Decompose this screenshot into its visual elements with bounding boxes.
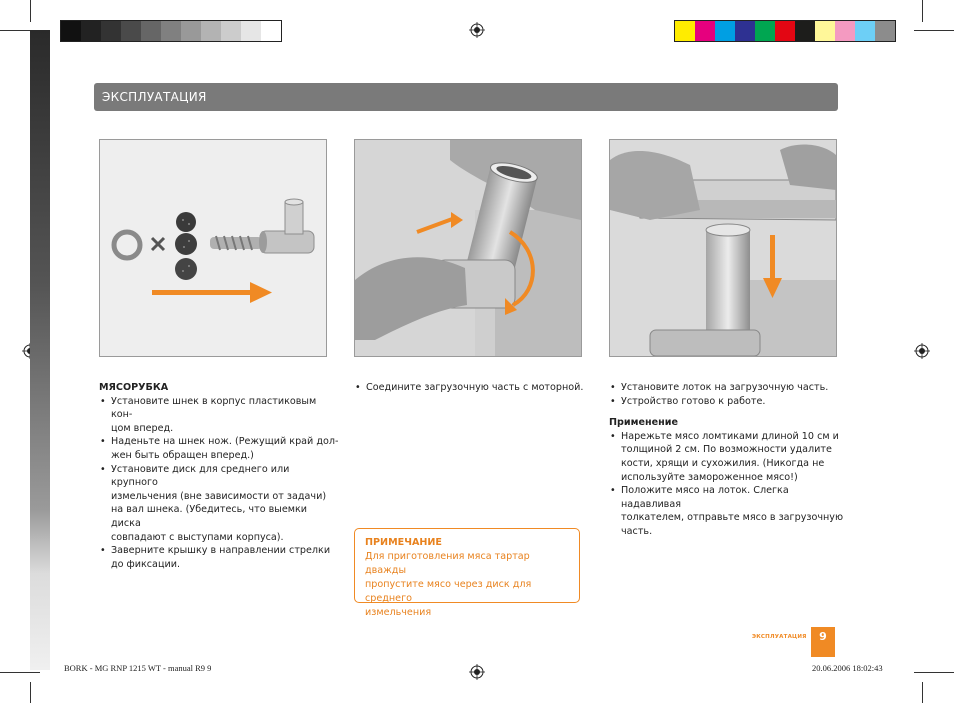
column-usage-instructions [609,381,849,539]
note-title: ПРИМЕЧАНИЕ [365,537,442,548]
column-title: МЯСОРУБКА [99,382,169,393]
auger [210,236,262,250]
registration-mark-icon [469,664,485,680]
color-swatch [81,21,101,41]
crop-mark [922,0,923,22]
usage-subtitle: Применение [609,417,678,429]
photo-connect-head [354,139,582,357]
disc [175,258,197,280]
section-header [94,83,838,111]
color-swatch [101,21,121,41]
photo-parts-assembly [99,139,327,357]
color-swatch [201,21,221,41]
color-swatch [735,21,755,41]
photo-install-tray [609,139,837,357]
instruction-list [99,395,339,572]
list-item: • Заверните крышку в направлении стрелки до фиксации. [99,544,339,571]
list-item: • Нарежьте мясо ломтиками длиной 10 см и толщиной 2 см. По возможности удалите кости, хрящи и сухожилия. (Никогда не используйте замороженное мясо!) [609,430,849,484]
color-swatch [775,21,795,41]
color-swatch [715,21,735,41]
side-gradient-strip [30,30,50,670]
page-number: 9 [811,627,835,657]
note-box [354,528,580,618]
footer-timestamp: 20.06.2006 18:02:43 [812,663,883,673]
color-swatch [675,21,695,41]
list-item: • Наденьте на шнек нож. (Режущий край дол- жен быть обращен вперед.) [99,435,339,462]
list-item: • Установите лоток на загрузочную часть. [609,381,849,395]
color-swatch [61,21,81,41]
crop-mark [922,682,923,703]
color-swatch [161,21,181,41]
grayscale-calibration-bar [60,20,282,42]
registration-mark-icon [914,343,930,359]
color-swatch [241,21,261,41]
list-item: • Установите диск для среднего или крупного измельчения (вне зависимости от задачи) на вал шнека. (Убедитесь, что выемки диска совпадают с выступами корпуса). [99,463,339,545]
color-swatch [835,21,855,41]
color-swatch [855,21,875,41]
crop-mark [914,30,954,31]
instruction-list [354,381,594,395]
column-connect-instructions [354,381,594,395]
color-swatch [695,21,715,41]
color-swatch [815,21,835,41]
registration-mark-icon [469,22,485,38]
disc [176,212,196,232]
list-item: • Положите мясо на лоток. Слегка надавливая толкателем, отправьте мясо в загрузочную часть. [609,484,849,538]
footer-section-label: ЭКСПЛУАТАЦИЯ [752,634,807,640]
usage-list [609,430,849,539]
column-grinder-instructions [99,381,339,571]
list-item: • Установите шнек в корпус пластиковым кон- цом вперед. [99,395,339,436]
instruction-list [609,381,849,408]
color-swatch [181,21,201,41]
section-title: ЭКСПЛУАТАЦИЯ [102,90,207,104]
crop-mark [914,672,954,673]
note-text: Для приготовления мяса тартар дважды пропустите мясо через диск для среднего измельчения [365,551,532,618]
color-swatch [875,21,895,41]
color-swatch [795,21,815,41]
list-item: • Соедините загрузочную часть с моторной. [354,381,594,395]
footer-file-info: BORK - MG RNP 1215 WT - manual R9 9 [64,663,212,673]
color-swatch [221,21,241,41]
disc [175,233,197,255]
crop-mark [30,0,31,22]
color-swatch [121,21,141,41]
color-swatch [141,21,161,41]
crop-mark [30,682,31,703]
color-swatch [261,21,281,41]
color-swatch [755,21,775,41]
list-item: • Устройство готово к работе. [609,395,849,409]
color-calibration-bar [674,20,896,42]
crop-mark [0,672,40,673]
